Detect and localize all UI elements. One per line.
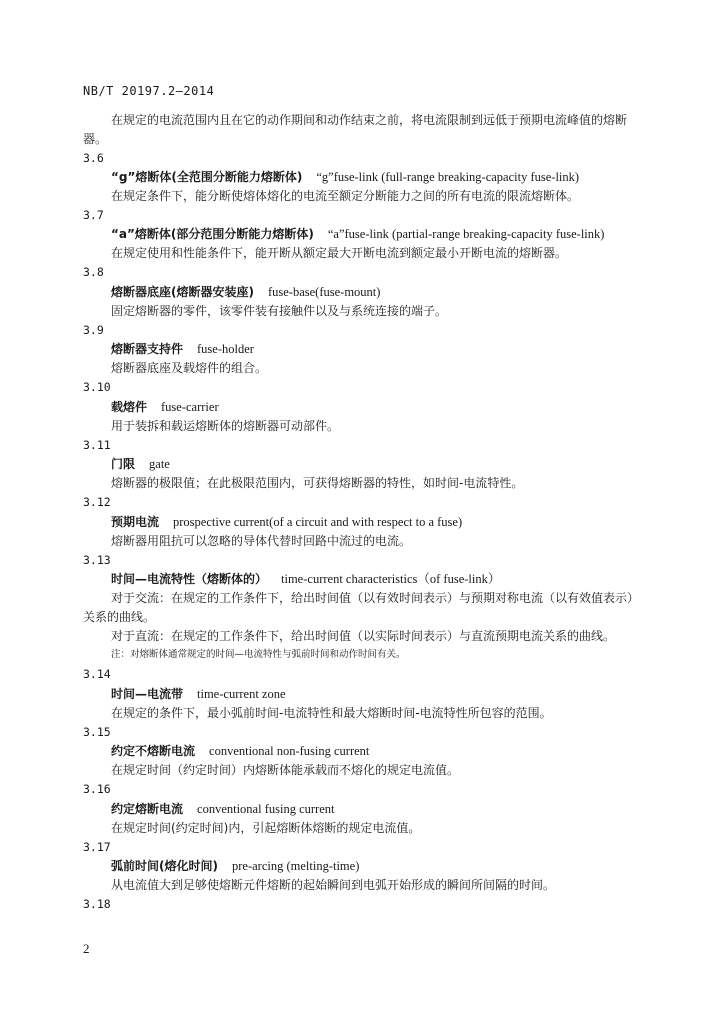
term-chinese: 熔断器底座(熔断器安装座)	[111, 285, 254, 299]
definition-text: 用于装拆和载运熔断体的熔断器可动部件。	[111, 419, 340, 433]
term-english: fuse-base(fuse-mount)	[267, 285, 381, 299]
definition-text: 对于交流：在规定的工作条件下，给出时间值（以有效时间表示）与预期对称电流（以有效值表示）	[111, 591, 640, 605]
term-chinese: “a”熔断体(部分范围分断能力熔断体)	[111, 227, 314, 241]
definition-text: 熔断器底座及载熔件的组合。	[111, 361, 268, 375]
definition-text: 在规定时间（约定时间）内熔断体能承载而不熔化的规定电流值。	[111, 763, 460, 777]
term-entry	[111, 456, 170, 472]
definition-text: 在规定的条件下，最小弧前时间-电流特性和最大熔断时间-电流特性所包容的范围。	[111, 706, 552, 720]
clause-number: 3.12	[83, 495, 111, 509]
term-entry	[111, 858, 359, 874]
clause-number: 3.18	[83, 897, 111, 911]
term-entry	[111, 514, 462, 530]
definition-text: 在规定使用和性能条件下，能开断从额定最大开断电流到额定最小开断电流的熔断器。	[111, 246, 568, 260]
definition-text: 固定熔断器的零件，该零件装有接触件以及与系统连接的端子。	[111, 304, 448, 318]
clause-number: 3.17	[83, 840, 111, 854]
clause-number: 3.15	[83, 725, 111, 739]
clause-number: 3.16	[83, 782, 111, 796]
term-english: “g”fuse-link (full-range breaking-capacity fuse-link)	[316, 170, 580, 184]
term-entry	[111, 399, 219, 415]
term-english: time-current zone	[197, 687, 286, 701]
term-chinese: “g”熔断体(全范围分断能力熔断体)	[111, 170, 303, 184]
definition-text: 在规定时间(约定时间)内，引起熔断体熔断的规定电流值。	[111, 821, 421, 835]
term-english: conventional non-fusing current	[209, 744, 370, 758]
definition-text: 关系的曲线。	[83, 610, 156, 624]
clause-number: 3.13	[83, 553, 111, 567]
term-entry	[111, 686, 286, 702]
definition-text: 对于直流：在规定的工作条件下，给出时间值（以实际时间表示）与直流预期电流关系的曲线。	[111, 629, 616, 643]
term-english: pre-arcing (melting-time)	[231, 859, 360, 873]
term-chinese: 约定熔断电流	[111, 802, 184, 816]
term-english: conventional fusing current	[197, 802, 335, 816]
term-entry	[111, 743, 369, 759]
term-english: prospective current(of a circuit and with respect to a fuse)	[173, 515, 463, 529]
definition-text: 在规定的电流范围内且在它的动作期间和动作结束之前，将电流限制到远低于预期电流峰值的熔断	[111, 113, 628, 127]
clause-number: 3.9	[83, 323, 104, 337]
term-entry	[111, 284, 380, 300]
clause-number: 3.6	[83, 151, 104, 165]
clause-number: 3.11	[83, 438, 111, 452]
term-entry	[111, 341, 254, 357]
definition-text: 熔断器用阻抗可以忽略的导体代替时回路中流过的电流。	[111, 534, 412, 548]
term-entry	[111, 169, 579, 185]
term-chinese: 载熔件	[111, 400, 148, 414]
document-header: NB/T 20197.2—2014	[83, 84, 215, 98]
clause-number: 3.14	[83, 667, 111, 681]
definition-text: 从电流值大到足够使熔断元件熔断的起始瞬间到电弧开始形成的瞬间所间隔的时间。	[111, 878, 556, 892]
definition-text: 在规定条件下，能分断使熔体熔化的电流至额定分断能力之间的所有电流的限流熔断体。	[111, 189, 580, 203]
term-english: fuse-holder	[197, 342, 254, 356]
term-chinese: 门限	[111, 457, 136, 471]
page-number: 2	[83, 941, 90, 956]
term-entry	[111, 226, 604, 242]
note-text: 注：对熔断体通常规定的时间—电流特性与弧前时间和动作时间有关。	[111, 649, 406, 660]
term-chinese: 时间—电流带	[111, 687, 184, 701]
term-english: time-current characteristics（of fuse-link）	[281, 572, 501, 586]
term-chinese: 预期电流	[111, 515, 160, 529]
clause-number: 3.8	[83, 265, 104, 279]
term-english: gate	[149, 457, 170, 471]
definition-text: 熔断器的极限值；在此极限范围内，可获得熔断器的特性，如时间-电流特性。	[111, 476, 524, 490]
term-chinese: 弧前时间(熔化时间)	[111, 859, 218, 873]
term-english: “a”fuse-link (partial-range breaking-capacity fuse-link)	[327, 227, 605, 241]
clause-number: 3.10	[83, 380, 111, 394]
clause-number: 3.7	[83, 208, 104, 222]
definition-text: 器。	[83, 132, 108, 146]
term-english: fuse-carrier	[161, 400, 219, 414]
term-chinese: 时间—电流特性（熔断体的）	[111, 572, 268, 586]
term-chinese: 熔断器支持件	[111, 342, 184, 356]
term-entry	[111, 571, 500, 587]
term-chinese: 约定不熔断电流	[111, 744, 196, 758]
term-entry	[111, 801, 334, 817]
